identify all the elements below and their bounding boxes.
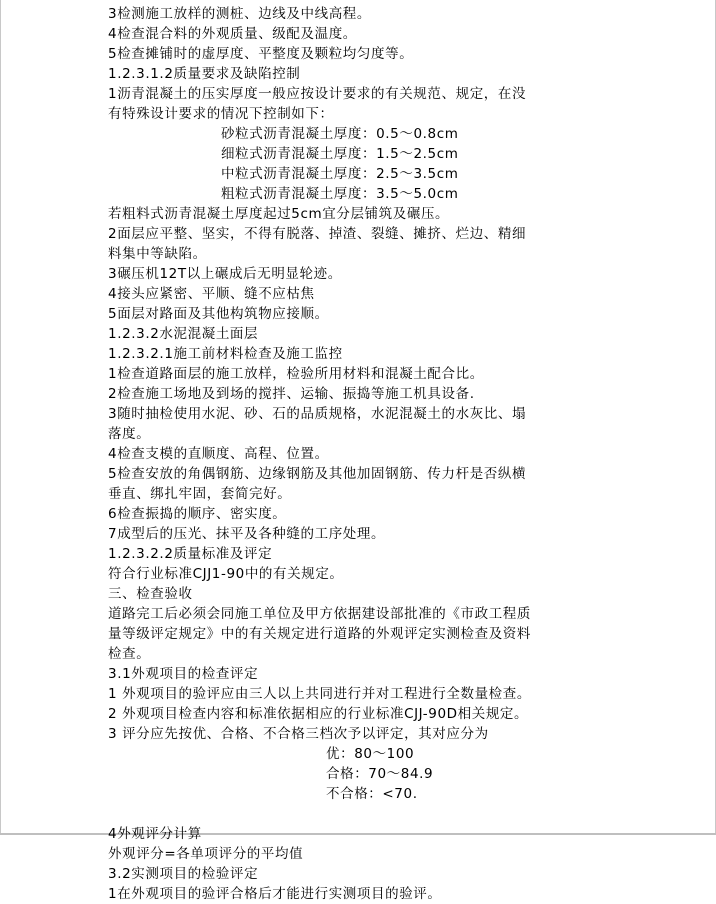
text-line: 3随时抽检使用水泥、砂、石的品质规格，水泥混凝土的水灰比、塌 bbox=[108, 406, 527, 422]
text-line: 5面层对路面及其他构筑物应接顺。 bbox=[108, 306, 329, 322]
section-heading: 1.2.3.2.1施工前材料检查及施工监控 bbox=[108, 346, 343, 362]
thickness-spec: 中粒式沥青混凝土厚度：2.5～3.5cm bbox=[221, 166, 459, 182]
text-line: 6检查振捣的顺序、密实度。 bbox=[108, 506, 287, 522]
section-heading: 1.2.3.2.2质量标准及评定 bbox=[108, 546, 273, 562]
text-line: 若粗料式沥青混凝土厚度起过5cm宜分层铺筑及碾压。 bbox=[108, 206, 450, 222]
grade-level: 合格：70～84.9 bbox=[326, 766, 434, 782]
text-line: 1检查道路面层的施工放样，检验所用材料和混凝土配合比。 bbox=[108, 366, 484, 382]
section-heading: 3.1外观项目的检查评定 bbox=[108, 666, 259, 682]
page-border-left bbox=[0, 0, 1, 835]
text-line: 落度。 bbox=[108, 426, 151, 442]
text-line: 外观评分=各单项评分的平均值 bbox=[108, 846, 304, 862]
blank-line bbox=[108, 804, 708, 824]
text-line: 3碾压机12T以上碾成后无明显轮迹。 bbox=[108, 266, 342, 282]
text-line: 7成型后的压光、抹平及各种缝的工序处理。 bbox=[108, 526, 386, 542]
thickness-spec: 砂粒式沥青混凝土厚度：0.5～0.8cm bbox=[221, 126, 459, 142]
text-line: 4接头应紧密、平顺、缝不应枯焦 bbox=[108, 286, 315, 302]
text-line: 垂直、绑扎牢固，套简完好。 bbox=[108, 486, 292, 502]
text-line: 2 外观项目检查内容和标准依据相应的行业标准CJJ-90D相关规定。 bbox=[108, 706, 529, 722]
text-line: 4检查混合料的外观质量、级配及温度。 bbox=[108, 26, 357, 42]
text-line: 道路完工后必须会同施工单位及甲方依据建设部批准的《市政工程质 bbox=[108, 606, 531, 622]
text-line: 符合行业标准CJJ1-90中的有关规定。 bbox=[108, 566, 344, 582]
grade-level: 不合格：<70. bbox=[326, 786, 418, 802]
text-line: 量等级评定规定》中的有关规定进行道路的外观评定实测检查及资料 bbox=[108, 626, 531, 642]
text-line: 料集中等缺陷。 bbox=[108, 246, 207, 262]
grade-level: 优：80～100 bbox=[326, 746, 415, 762]
text-line: 1沥青混凝土的压实厚度一般应按设计要求的有关规范、规定，在没 bbox=[108, 86, 527, 102]
text-line: 5检查安放的角偶钢筋、边缘钢筋及其他加固钢筋、传力杆是否纵横 bbox=[108, 466, 527, 482]
text-line: 5检查摊铺时的虚厚度、平整度及颗粒均匀度等。 bbox=[108, 46, 414, 62]
text-line: 2面层应平整、坚实，不得有脱落、掉渣、裂缝、摊挤、烂边、精细 bbox=[108, 226, 527, 242]
thickness-spec: 粗粒式沥青混凝土厚度：3.5～5.0cm bbox=[221, 186, 459, 202]
text-line: 检查。 bbox=[108, 646, 151, 662]
section-heading: 3.2实测项目的检验评定 bbox=[108, 866, 259, 882]
text-line: 4外观评分计算 bbox=[108, 826, 202, 842]
thickness-spec: 细粒式沥青混凝土厚度：1.5～2.5cm bbox=[221, 146, 459, 162]
text-line: 1 外观项目的验评应由三人以上共同进行并对工程进行全数量检查。 bbox=[108, 686, 531, 702]
text-line: 2检查施工场地及到场的搅拌、运输、振捣等施工机具设备. bbox=[108, 386, 475, 402]
section-heading: 1.2.3.1.2质量要求及缺陷控制 bbox=[108, 66, 301, 82]
text-line: 1在外观项目的验评合格后才能进行实测项目的验评。 bbox=[108, 886, 442, 902]
text-line: 有特殊设计要求的情况下控制如下： bbox=[108, 106, 334, 122]
text-line: 3检测施工放样的测桩、边线及中线高程。 bbox=[108, 6, 371, 22]
document-page bbox=[108, 0, 708, 904]
section-heading: 1.2.3.2水泥混凝土面层 bbox=[108, 326, 259, 342]
text-line: 4检查支模的直顺度、高程、位置。 bbox=[108, 446, 329, 462]
chapter-heading: 三、检查验收 bbox=[108, 586, 193, 602]
text-line: 3 评分应先按优、合格、不合格三档次予以评定，其对应分为 bbox=[108, 726, 489, 742]
